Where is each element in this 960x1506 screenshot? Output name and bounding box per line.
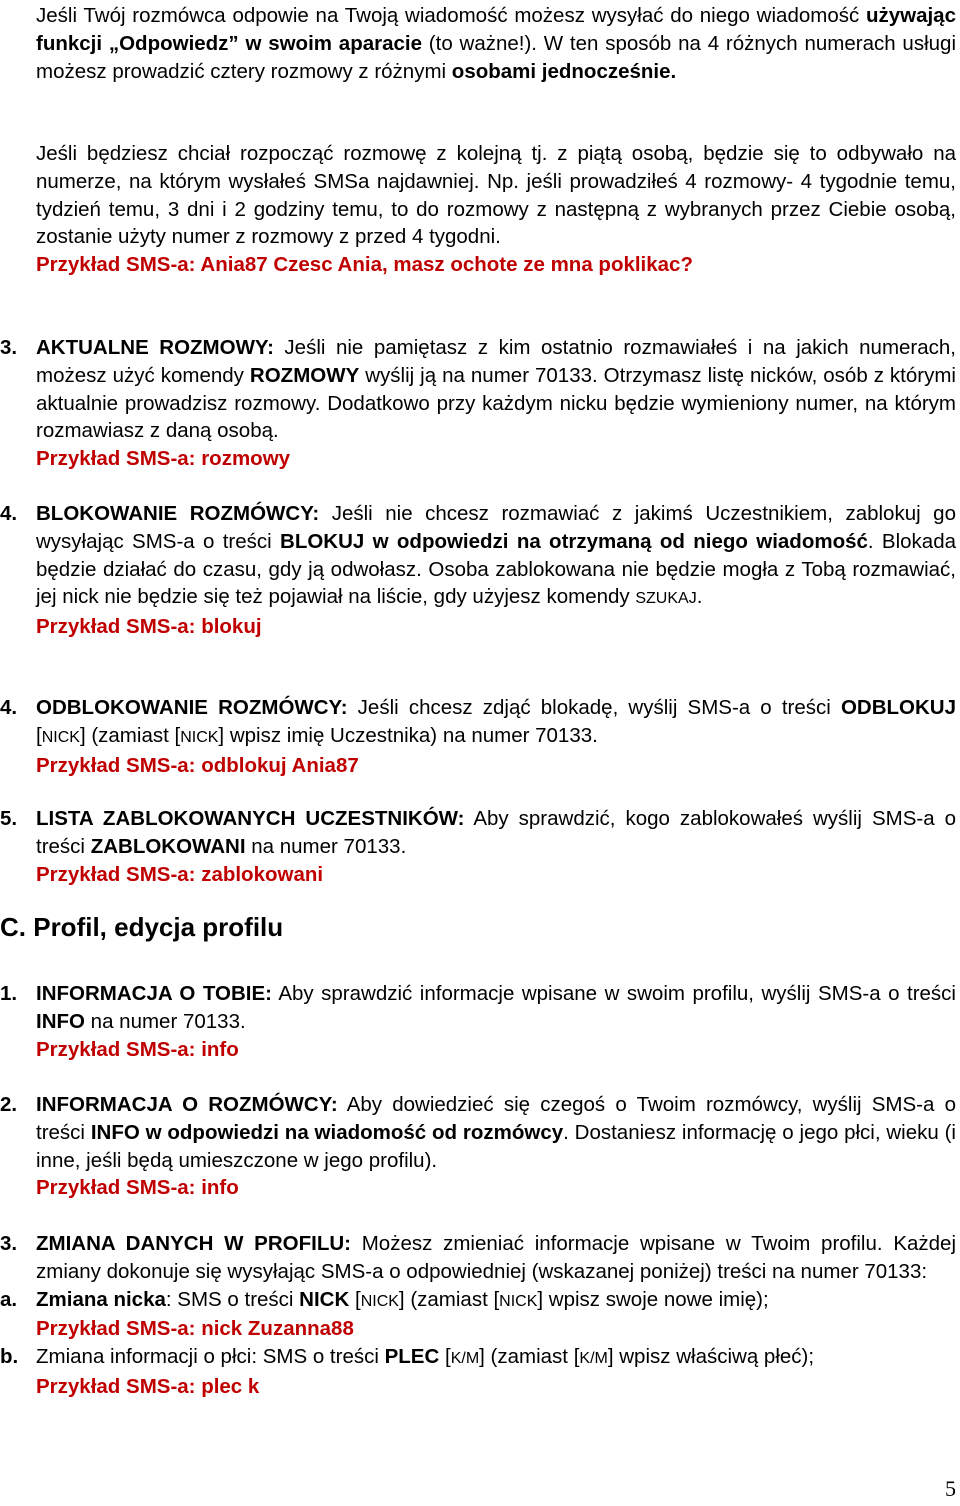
item-info-about-partner bbox=[0, 1091, 956, 1202]
item-text: ] (zamiast [ bbox=[79, 723, 181, 747]
intro-text: (to ważne!). W ten sposób na 4 różnych numerach usługi możesz prowadzić cztery rozmowy z różnymi bbox=[36, 31, 956, 83]
placeholder-nick: NICK bbox=[180, 728, 219, 746]
item-text: ] (zamiast [ bbox=[479, 1345, 580, 1369]
command: ZABLOKOWANI bbox=[90, 834, 246, 858]
intro-emphasis: używając funkcji „Odpowiedz” w swoim aparacie bbox=[36, 4, 956, 55]
item-title: ZMIANA DANYCH W PROFILU: bbox=[36, 1232, 351, 1255]
item-number: 4. bbox=[0, 696, 18, 719]
item-current-conversations bbox=[0, 334, 956, 473]
sub-item-letter: b. bbox=[0, 1345, 19, 1369]
item-title: BLOKOWANIE ROZMÓWCY: bbox=[36, 502, 320, 525]
item-number: 3. bbox=[0, 1232, 18, 1255]
page-number: 5 bbox=[945, 1476, 956, 1501]
item-unblock-user bbox=[0, 694, 957, 779]
placeholder-gender: K/M bbox=[450, 1350, 480, 1368]
command-ref: SZUKAJ bbox=[635, 590, 697, 608]
item-number: 2. bbox=[0, 1093, 18, 1116]
item-text: ] wpisz właściwą płeć); bbox=[607, 1345, 815, 1369]
sms-example: Przykład SMS-a: info bbox=[36, 1176, 239, 1200]
command: BLOKUJ w odpowiedzi na otrzymaną od niego wiadomość bbox=[280, 529, 868, 553]
sms-example: Przykład SMS-a: info bbox=[36, 1037, 239, 1061]
item-title: ODBLOKOWANIE ROZMÓWCY: bbox=[36, 696, 348, 719]
command: NICK bbox=[299, 1287, 350, 1311]
item-text: Jeśli chcesz zdjąć blokadę, wyślij SMS-a o treści bbox=[347, 696, 841, 719]
item-text: [ bbox=[349, 1287, 361, 1311]
item-text: na numer 70133. bbox=[245, 834, 407, 858]
item-blocked-list bbox=[0, 805, 956, 888]
command: INFO bbox=[36, 1009, 85, 1033]
item-number: 1. bbox=[0, 982, 18, 1005]
item-title: INFORMACJA O ROZMÓWCY: bbox=[36, 1093, 338, 1116]
sub-item-letter: a. bbox=[0, 1287, 18, 1311]
sms-example: Przykład SMS-a: rozmowy bbox=[36, 447, 291, 471]
item-text: ] wpisz swoje nowe imię); bbox=[537, 1287, 769, 1311]
intro-text: Jeśli Twój rozmówca odpowie na Twoją wiadomość możesz wysyłać do niego wiadomość bbox=[36, 4, 866, 27]
item-text: wyślij ją na numer 70133. Otrzymasz listę nicków, osób z którymi aktualnie prowadzisz rozmowy. Dodatkowo przy każdym nicku będzie wymieniony numer, na którym rozmawiasz z daną osobą. bbox=[36, 363, 956, 443]
sms-example: Przykład SMS-a: Ania87 Czesc Ania, masz ochote ze mna poklikac? bbox=[36, 253, 693, 277]
sms-example: Przykład SMS-a: zablokowani bbox=[36, 862, 324, 886]
item-text: . Blokada będzie działać do czasu, gdy ją odwołasz. Osoba zablokowana nie będzie mogła z Tobą rozmawiać, jej nick nie będzie się też pojawiał na liście, gdy użyjesz komendy bbox=[36, 529, 957, 609]
item-text: Aby sprawdzić informacje wpisane w swoim profilu, wyślij SMS-a o treści bbox=[271, 982, 956, 1005]
item-info-about-you bbox=[0, 980, 956, 1063]
sms-example: Przykład SMS-a: blokuj bbox=[36, 615, 262, 639]
item-number: 3. bbox=[0, 336, 18, 359]
intro-paragraph-1 bbox=[36, 2, 956, 85]
placeholder-nick: NICK bbox=[360, 1292, 399, 1310]
item-edit-profile bbox=[0, 1230, 956, 1401]
item-text: Jeśli nie pamiętasz z kim ostatnio rozmawiałeś i na jakich numerach, możesz użyć komendy bbox=[36, 336, 956, 387]
command: ODBLOKUJ bbox=[840, 696, 957, 719]
sms-example: Przykład SMS-a: odblokuj Ania87 bbox=[36, 753, 359, 777]
item-text: : SMS o treści bbox=[165, 1287, 300, 1311]
intro-paragraph-2 bbox=[36, 140, 956, 279]
item-text: [ bbox=[439, 1345, 451, 1369]
item-text: na numer 70133. bbox=[84, 1009, 246, 1033]
command: PLEC bbox=[384, 1345, 440, 1369]
item-text: . bbox=[696, 585, 703, 609]
item-text: Jeśli nie chcesz rozmawiać z jakimś Uczestnikiem, zablokuj go wysyłając SMS-a o treści bbox=[36, 502, 956, 553]
item-title: LISTA ZABLOKOWANYCH UCZESTNIKÓW: bbox=[36, 807, 465, 830]
sms-example: Przykład SMS-a: nick Zuzanna88 bbox=[36, 1317, 354, 1341]
item-text: ] (zamiast [ bbox=[398, 1287, 500, 1311]
item-text: . Dostaniesz informację o jego płci, wieku (i inne, jeśli będą umieszczone w jego profilu). bbox=[36, 1120, 956, 1172]
sms-example: Przykład SMS-a: plec k bbox=[36, 1374, 260, 1398]
item-text: [ bbox=[36, 723, 42, 747]
intro-emphasis: osobami jednocześnie. bbox=[451, 59, 677, 83]
section-heading: C. Profil, edycja profilu bbox=[0, 912, 284, 942]
item-block-user bbox=[0, 500, 957, 641]
item-number: 5. bbox=[0, 807, 18, 830]
sub-item-title: Zmiana nicka bbox=[36, 1287, 166, 1311]
item-text: Możesz zmieniać informacje wpisane w Twoim profilu. Każdej zmiany dokonuje się wysyłając SMS-a o odpowiedniej (wskazanej poniżej) treści na numer 70133: bbox=[36, 1232, 956, 1283]
item-number: 4. bbox=[0, 502, 18, 525]
placeholder-gender: K/M bbox=[579, 1350, 608, 1368]
item-text: ] wpisz imię Uczestnika) na numer 70133. bbox=[218, 723, 598, 747]
item-text: Aby sprawdzić, kogo zablokowałeś wyślij SMS-a o treści bbox=[36, 807, 956, 858]
item-title: AKTUALNE ROZMOWY: bbox=[36, 336, 274, 359]
command: INFO w odpowiedzi na wiadomość od rozmówcy bbox=[90, 1120, 564, 1144]
item-text: Zmiana informacji o płci: SMS o treści bbox=[36, 1345, 385, 1369]
command: ROZMOWY bbox=[249, 363, 360, 387]
item-title: INFORMACJA O TOBIE: bbox=[36, 982, 272, 1005]
placeholder-nick: NICK bbox=[41, 728, 80, 746]
intro-text: Jeśli będziesz chciał rozpocząć rozmowę z kolejną tj. z piątą osobą, będzie się to odbywało na numerze, na którym wysłałeś SMSa najdawniej. Np. jeśli prowadziłeś 4 rozmowy- 4 tygodnie temu, tydzień temu, 3 dni i 2 godziny temu, to do rozmowy z następną z wybranych przez Ciebie osobą, zostanie użyty numer z rozmowy z przed 4 tygodni. bbox=[36, 142, 956, 249]
item-text: Aby dowiedzieć się czegoś o Twoim rozmówcy, wyślij SMS-a o treści bbox=[36, 1093, 956, 1144]
placeholder-nick: NICK bbox=[499, 1292, 538, 1310]
